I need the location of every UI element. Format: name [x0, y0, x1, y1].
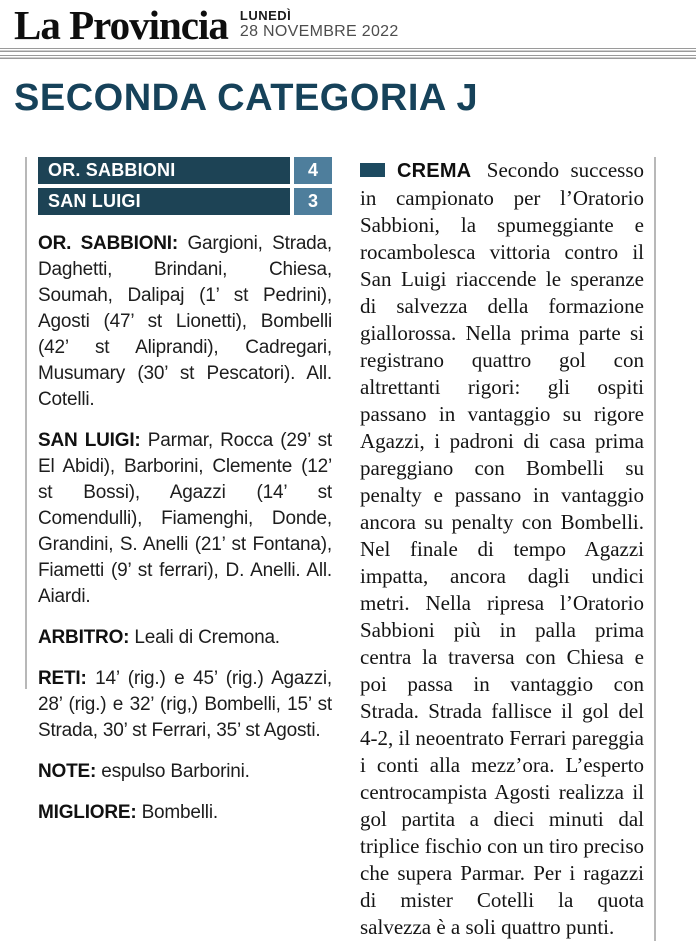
goals-text: 14’ (rig.) e 45’ (rig.) Agazzi, 28’ (rig.) e 32’ (rig,) Bombelli, 15’ st Strada, 30’ st Ferrari, 35’ st Agosti.	[38, 668, 332, 741]
lineup-home	[38, 231, 332, 413]
home-team-name: OR. SABBIONI	[38, 157, 290, 184]
lineup-away-label: SAN LUIGI:	[38, 430, 141, 451]
article-body	[360, 157, 644, 941]
best-player	[38, 800, 332, 826]
divider-rule-bottom	[0, 55, 696, 59]
date-label: 28 NOVEMBRE 2022	[239, 23, 399, 40]
weekday-label: LUNEDÌ	[239, 8, 292, 23]
masthead-divider	[0, 48, 696, 59]
dateline: CREMA	[397, 160, 472, 182]
best-player-label: MIGLIORE:	[38, 802, 137, 823]
referee-text: Leali di Cremona.	[134, 627, 280, 648]
score-row-away	[38, 188, 332, 215]
away-team-score: 3	[294, 188, 332, 215]
masthead	[0, 0, 696, 46]
notes	[38, 759, 332, 785]
away-team-name: SAN LUIGI	[38, 188, 290, 215]
score-row-home	[38, 157, 332, 184]
home-team-score: 4	[294, 157, 332, 184]
lineup-home-text: Gargioni, Strada, Daghetti, Brindani, Chiesa, Soumah, Dalipaj (1’ st Pedrini), Agosti (47’ st Lionetti), Bombelli (42’ st Aliprandi), Cadregari, Musumary (30’ st Pescatori). All. Cotelli.	[38, 233, 332, 410]
lineup-away-text: Parmar, Rocca (29’ st El Abidi), Barborini, Clemente (12’ st Bossi), Agazzi (14’ st Comendulli), Fiamenghi, Donde, Grandini, S. Anelli (21’ st Fontana), Fiametti (9’ st ferrari), D. Anelli. All. Aiardi.	[38, 430, 332, 607]
article-text: Secondo successo in campionato per l’Oratorio Sabbioni, la spumeggiante e rocambolesca vittoria contro il San Luigi riaccende le speranze di salvezza della formazione giallorossa. Nella prima parte si registrano quattro gol con altrettanti rigori: gli ospiti passano in vantaggio su rigore Agazzi, i padroni di casa prima pareggiano con Bombelli su penalty e passano in vantaggio ancora su penalty con Bombelli. Nel finale di tempo Agazzi impatta, ancora dagli undici metri. Nella ripresa l’Oratorio Sabbioni più in palla prima centra la traversa con Chiesa e poi passa in vantaggio con Strada. Strada fallisce il gol del 4-2, il neoentrato Ferrari pareggia i conti alla mezz’ora. L’esperto centrocampista Agosti realizza il gol partita a dieci minuti dal triplice fischio con un tiro preciso che supera Parmar. Per i ragazzi di mister Cotelli la quota salvezza è a soli quattro punti.	[360, 158, 645, 939]
goals	[38, 666, 332, 744]
best-player-text: Bombelli.	[141, 802, 218, 823]
article-content	[25, 157, 696, 941]
newspaper-logo: La Provincia	[14, 2, 228, 48]
lead-square-icon	[360, 163, 385, 177]
column-gap	[332, 157, 360, 941]
scoreboard	[38, 157, 332, 215]
divider-rule-top	[0, 48, 696, 52]
date-block	[240, 6, 399, 41]
notes-label: NOTE:	[38, 761, 97, 782]
lineup-home-label: OR. SABBIONI:	[38, 233, 179, 254]
referee	[38, 625, 332, 651]
section-headline: SECONDA CATEGORIA J	[14, 77, 479, 119]
lineup-away	[38, 428, 332, 610]
match-sheet-column	[25, 157, 332, 823]
goals-label: RETI:	[38, 668, 87, 689]
referee-label: ARBITRO:	[38, 627, 130, 648]
article-column	[360, 157, 656, 941]
notes-text: espulso Barborini.	[101, 761, 250, 782]
